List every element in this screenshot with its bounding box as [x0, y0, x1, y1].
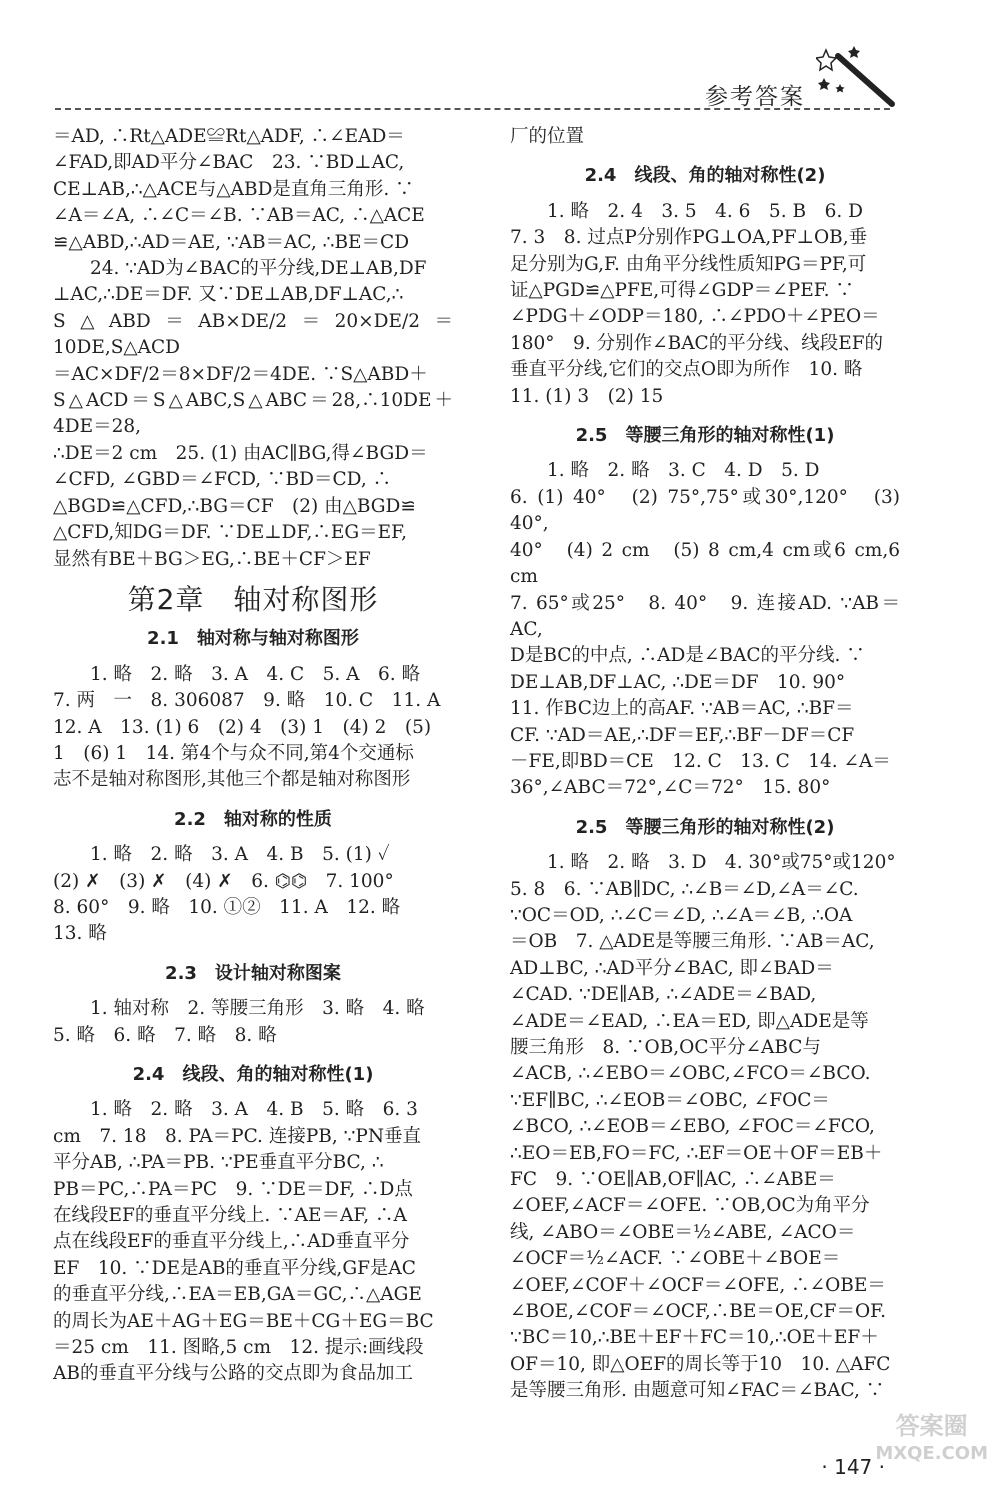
watermark-line2: MXQE.COM [875, 1443, 988, 1464]
section-heading: 2.4 线段、角的轴对称性(1) [132, 1064, 374, 1085]
section-heading: 2.5 等腰三角形的轴对称性(1) [575, 425, 835, 447]
page-number: · 147 · [821, 1455, 885, 1479]
chapter-title: 第2章 轴对称图形 [127, 582, 379, 616]
left-column [53, 124, 453, 1388]
answer-paragraph: 1. 略 2. 略 3. D 4. 30°或75°或120° 5. 8 6. ∵AB∥DC, ∴∠B＝∠D,∠A＝∠C. ∵OC＝OD, ∴∠C＝∠D, ∴∠A＝∠B, ∴OA ＝OB 7. △ADE是等腰三角形. ∵AB＝AC, AD⊥BC, ∴AD平分∠BAC, 即∠BAD＝ ∠CAD. ∵DE∥AB, ∴∠ADE＝∠BAD, ∠ADE＝∠EAD, ∴EA＝ED, 即△ADE是等 腰三角形 8. ∵OB,OC平分∠ABC与 ∠ACB, ∴∠EBO＝∠OBC,∠FCO＝∠BCO. ∵EF∥BC, ∴∠EOB＝∠OBC, ∠FOC＝ ∠BCO, ∴∠EOB＝∠EBO, ∠FOC＝∠FCO, ∴EO＝EB,FO＝FC, ∴EF＝OE＋OF＝EB＋ FC 9. ∵OE∥AB,OF∥AC, ∴∠ABE＝ ∠OEF,∠ACF＝∠OFE. ∵OB,OC为角平分 线, ∠ABO＝∠OBE＝½∠ABE, ∠ACO＝ ∠OCF＝½∠ACF. ∵∠OBE＋∠BOE＝ ∠OEF,∠COF＋∠OCF＝∠OFE, ∴∠OBE＝ ∠BOE,∠COF＝∠OCF,∴BE＝OE,CF＝OF. ∵BC＝10,∴BE＋EF＋FC＝10,∴OE＋EF＋ OF＝10, 即△OEF的周长等于10 10. △AFC 是等腰三角形. 由题意可知∠FAC＝∠BAC, ∵ [510, 852, 896, 1402]
answer-paragraph: 1. 轴对称 2. 等腰三角形 3. 略 4. 略 5. 略 6. 略 7. 略 8. 略 [53, 998, 425, 1046]
section-heading: 2.2 轴对称的性质 [174, 808, 332, 830]
answer-paragraph: 1. 略 2. 略 3. A 4. C 5. A 6. 略 7. 两 一 8. 306087 9. 略 10. C 11. A 12. A 13. (1) 6 (2) 4 (3) 1 (4) 2 (5) 1 (6) 1 14. 第4个与众不同,第4个交通标 志不是轴对称图形,其他三个都是轴对称图形 [53, 663, 441, 791]
section-heading: 2.1 轴对称与轴对称图形 [147, 628, 359, 650]
magic-wand-icon [816, 42, 898, 110]
header-dotted-rule [55, 108, 890, 110]
section-heading: 2.4 线段、角的轴对称性(2) [584, 165, 826, 187]
header-title: 参考答案 [705, 84, 805, 110]
section-heading: 2.3 设计轴对称图案 [165, 962, 341, 984]
section-heading: 2.5 等腰三角形的轴对称性(2) [575, 816, 835, 838]
answer-paragraph: 1. 略 2. 略 3. C 4. D 5. D 6. (1) 40° (2) 75°,75°或30°,120° (3) 40°, 40° (4) 2 cm (5) 8 cm,4 cm或6 cm,6 cm 7. 65°或25° 8. 40° 9. 连接AD. ∵AB＝AC, D是BC的中点, ∴AD是∠BAC的平分线. ∵ DE⊥AB,DF⊥AC, ∴DE＝DF 10. 90° 11. 作BC边上的高AF. ∵AB＝AC, ∴BF＝ CF. ∵AD＝AE,∴DF＝EF,∴BF－DF＝CF －FE,即BD＝CE 12. C 13. C 14. ∠A＝ 36°,∠ABC＝72°,∠C＝72° 15. 80° [510, 460, 900, 799]
answer-paragraph: 厂的位置 [510, 126, 585, 147]
right-column [510, 124, 900, 1405]
watermark-line1: 答案圈 [895, 1412, 968, 1440]
answer-paragraph: 1. 略 2. 4 3. 5 4. 6 5. B 6. D 7. 3 8. 过点P分别作PG⊥OA,PF⊥OB,垂 足分别为G,F. 由角平分线性质知PG＝PF,可 证△PGD≌△PFE,可得∠GDP＝∠PEF. ∵ ∠PDG＋∠ODP＝180, ∴∠PDO＋∠PEO＝ 180° 9. 分别作∠BAC的平分线、线段EF的 垂直平分线,它们的交点O即为所作 10. 略 11. (1) 3 (2) 15 [510, 200, 884, 407]
answer-paragraph: ＝AD, ∴Rt△ADE≌Rt△ADF, ∴∠EAD＝ ∠FAD,即AD平分∠BAC 23. ∵BD⊥AC, CE⊥AB,∴△ACE与△ABD是直角三角形. ∵ ∠A＝∠A, ∴∠C＝∠B. ∵AB＝AC, ∴△ACE ≌△ABD,∴AD＝AE, ∵AB＝AC, ∴BE＝CD [53, 126, 425, 253]
answer-paragraph: 24. ∵AD为∠BAC的平分线,DE⊥AB,DF ⊥AC,∴DE＝DF. 又∵DE⊥AB,DF⊥AC,∴ S△ABD＝AB×DE/2＝20×DE/2＝10DE,S△ACD ＝AC×DF/2＝8×DF/2＝4DE. ∵S△ABD＋ S△ACD＝S△ABC,S△ABC＝28,∴10DE＋4DE＝28, ∴DE＝2 cm 25. (1) 由AC∥BG,得∠BGD＝ ∠CFD, ∠GBD＝∠FCD, ∵BD＝CD, ∴ △BGD≌△CFD,∴BG＝CF (2) 由△BGD≌ △CFD,知DG＝DF. ∵DE⊥DF,∴EG＝EF, 显然有BE＋BG＞EG,∴BE＋CF＞EF [53, 258, 453, 570]
answer-paragraph: 1. 略 2. 略 3. A 4. B 5. 略 6. 3 cm 7. 18 8. PA＝PC. 连接PB, ∵PN垂直 平分AB, ∴PA＝PB. ∵PE垂直平分BC, ∴ PB＝PC,∴PA＝PC 9. ∵DE＝DF, ∴D点 在线段EF的垂直平分线上. ∵AE＝AF, ∴A 点在线段EF的垂直平分线上,∴AD垂直平分 EF 10. ∵DE是AB的垂直平分线,GF是AC 的垂直平分线,∴EA＝EB,GA＝GC,∴△AGE 的周长为AE＋AG＋EG＝BE＋CG＋EG＝BC ＝25 cm 11. 图略,5 cm 12. 提示:画线段 AB的垂直平分线与公路的交点即为食品加工 [53, 1099, 434, 1385]
answer-paragraph: 1. 略 2. 略 3. A 4. B 5. (1) ✓ (2) ✗ (3) ✗ (4) ✗ 6. ⌬⌬ 7. 100° 8. 60° 9. 略 10. ①② 11. A 12. 略 13. 略 [53, 844, 401, 945]
watermark-logo [875, 1412, 988, 1468]
